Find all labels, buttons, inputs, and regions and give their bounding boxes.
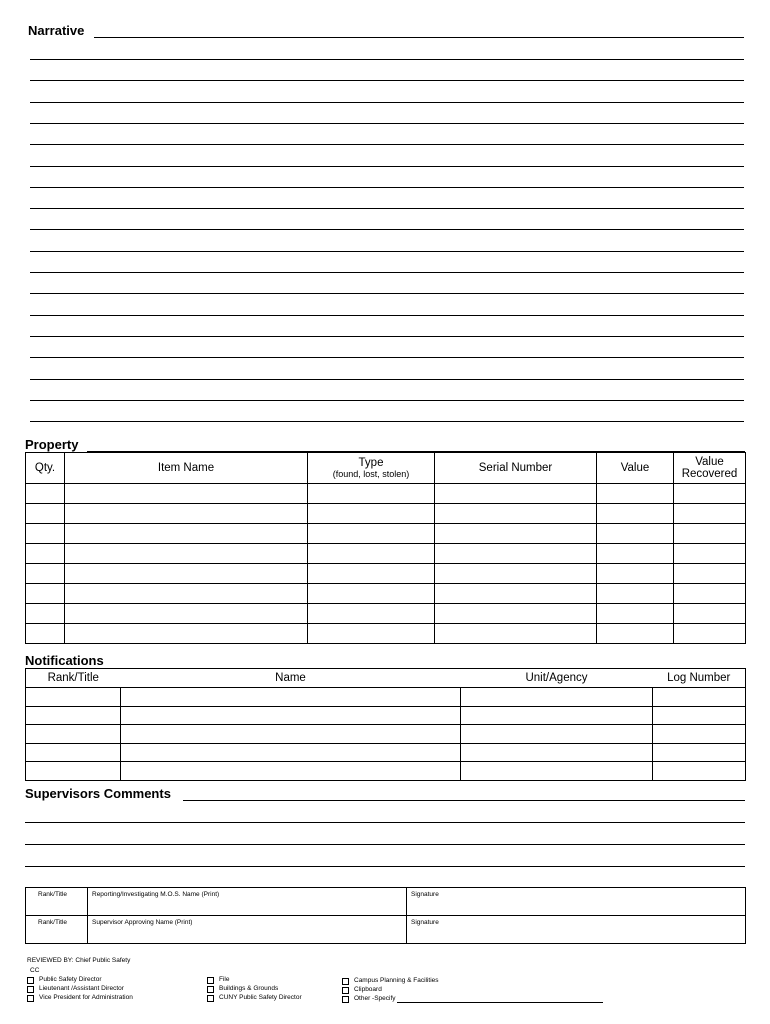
notification-cell[interactable] [26,743,121,762]
property-cell[interactable] [597,484,674,504]
property-cell[interactable] [597,504,674,524]
notification-row [26,762,746,781]
property-cell[interactable] [65,544,308,564]
property-header-serial: Serial Number [435,453,597,484]
notifications-header-row [26,669,746,688]
property-cell[interactable] [674,524,746,544]
property-row [26,524,746,544]
cc-clipboard[interactable] [342,986,382,994]
property-cell[interactable] [65,584,308,604]
sig-rank-title-cell[interactable]: Rank/Title [26,888,88,916]
cc-option-label: File [219,976,230,983]
property-cell[interactable] [674,624,746,644]
narrative-line[interactable] [30,357,744,358]
supervisors-comments-heading: Supervisors Comments [25,786,171,801]
property-cell[interactable] [65,504,308,524]
cc-vice-president-administration[interactable] [27,994,133,1002]
notification-row [26,725,746,744]
property-cell[interactable] [435,484,597,504]
checkbox-icon[interactable] [207,977,214,984]
property-cell[interactable] [597,584,674,604]
notifications-header-log: Log Number [653,669,746,688]
property-cell[interactable] [597,604,674,624]
property-cell[interactable] [308,564,435,584]
notification-row [26,743,746,762]
property-cell[interactable] [435,624,597,644]
property-cell[interactable] [674,604,746,624]
property-cell[interactable] [26,604,65,624]
narrative-line[interactable] [30,166,744,167]
property-cell[interactable] [308,544,435,564]
property-cell[interactable] [308,624,435,644]
narrative-line[interactable] [30,102,744,103]
cc-option-label: CUNY Public Safety Director [219,994,302,1001]
property-row [26,584,746,604]
narrative-line[interactable] [30,315,744,316]
property-cell[interactable] [308,524,435,544]
cc-file[interactable] [207,976,229,984]
signature-row-reporting [26,888,746,916]
property-cell[interactable] [674,484,746,504]
property-cell[interactable] [65,604,308,624]
property-cell[interactable] [674,564,746,584]
property-cell[interactable] [65,564,308,584]
supervisors-comments-line[interactable] [25,866,745,867]
checkbox-icon[interactable] [342,987,349,994]
property-cell[interactable] [26,584,65,604]
notification-cell[interactable] [461,725,653,744]
property-header-item-name: Item Name [65,453,308,484]
notification-cell[interactable] [461,688,653,707]
notification-cell[interactable] [121,688,461,707]
notification-cell[interactable] [26,725,121,744]
cc-other-specify[interactable] [342,995,603,1003]
property-cell[interactable] [435,504,597,524]
property-row [26,544,746,564]
notifications-header-rank: Rank/Title [26,669,121,688]
property-header-type-sub: (found, lost, stolen) [332,468,410,479]
property-cell[interactable] [26,524,65,544]
notification-row [26,706,746,725]
cc-option-label: Other -Specify [354,995,396,1002]
property-header-value-recovered-line2: Recovered [681,468,738,480]
reporting-signature-cell[interactable]: Signature [407,888,746,916]
cc-label: CC [30,967,40,974]
narrative-line[interactable] [30,144,744,145]
property-cell[interactable] [26,504,65,524]
narrative-line[interactable] [30,80,744,81]
cc-buildings-grounds[interactable] [207,985,278,993]
notification-cell[interactable] [26,706,121,725]
narrative-line[interactable] [30,59,744,60]
notification-cell[interactable] [653,688,746,707]
cc-option-label: Buildings & Grounds [219,985,279,992]
property-cell[interactable] [435,544,597,564]
notification-cell[interactable] [653,762,746,781]
property-cell[interactable] [674,544,746,564]
narrative-line[interactable] [30,208,744,209]
notifications-heading: Notifications [25,653,104,668]
narrative-line[interactable] [30,336,744,337]
supervisors-comments-line[interactable] [25,844,745,845]
cc-public-safety-director[interactable] [27,976,102,984]
supervisor-signature-cell[interactable]: Signature [407,916,746,944]
notifications-header-name: Name [121,669,461,688]
property-cell[interactable] [26,564,65,584]
property-header-value: Value [597,453,674,484]
property-row [26,564,746,584]
checkbox-icon[interactable] [207,995,214,1002]
reporting-mos-name-cell[interactable]: Reporting/Investigating M.O.S. Name (Print) [88,888,407,916]
cc-option-label: Public Safety Director [39,976,102,983]
property-header-value-recovered [674,453,746,484]
property-cell[interactable] [674,504,746,524]
property-cell[interactable] [65,524,308,544]
notification-cell[interactable] [653,743,746,762]
signature-row-supervisor [26,916,746,944]
property-row [26,624,746,644]
narrative-heading-rule [94,37,744,38]
property-row [26,484,746,504]
notification-cell[interactable] [461,743,653,762]
property-cell[interactable] [597,564,674,584]
notification-cell[interactable] [653,725,746,744]
narrative-line[interactable] [30,293,744,294]
cc-lieutenant-assistant-director[interactable] [27,985,124,993]
narrative-line[interactable] [30,229,744,230]
supervisor-name-cell[interactable]: Supervisor Approving Name (Print) [88,916,407,944]
property-cell[interactable] [308,484,435,504]
cc-option-label: Clipboard [354,986,382,993]
property-table [25,452,746,644]
notification-cell[interactable] [461,762,653,781]
narrative-line[interactable] [30,187,744,188]
property-cell[interactable] [597,624,674,644]
notification-cell[interactable] [121,706,461,725]
property-cell[interactable] [597,524,674,544]
property-cell[interactable] [674,584,746,604]
checkbox-icon[interactable] [342,996,349,1003]
property-cell[interactable] [26,624,65,644]
property-header-value-recovered-line1: Value [695,456,724,468]
checkbox-icon[interactable] [27,995,34,1002]
narrative-line[interactable] [30,379,744,380]
property-row [26,604,746,624]
narrative-line[interactable] [30,123,744,124]
notification-cell[interactable] [461,706,653,725]
property-cell[interactable] [435,584,597,604]
property-cell[interactable] [308,604,435,624]
checkbox-icon[interactable] [27,986,34,993]
narrative-heading: Narrative [28,23,85,38]
supervisors-comments-line[interactable] [25,822,745,823]
property-cell[interactable] [308,504,435,524]
notification-cell[interactable] [653,706,746,725]
property-heading: Property [25,437,79,452]
notification-row [26,688,746,707]
narrative-line[interactable] [30,400,744,401]
notifications-table [25,668,746,781]
other-specify-line[interactable] [397,1002,603,1003]
narrative-line[interactable] [30,272,744,273]
narrative-line[interactable] [30,251,744,252]
cc-cuny-public-safety-director[interactable] [207,994,302,1002]
property-cell[interactable] [597,544,674,564]
cc-option-label: Vice President for Administration [39,994,133,1001]
notification-cell[interactable] [26,762,121,781]
checkbox-icon[interactable] [27,977,34,984]
sig-rank-title-cell[interactable]: Rank/Title [26,916,88,944]
property-cell[interactable] [435,564,597,584]
narrative-line[interactable] [30,421,744,422]
property-header-qty: Qty. [26,453,65,484]
property-cell[interactable] [435,604,597,624]
cc-option-label: Lieutenant /Assistant Director [39,985,124,992]
notification-cell[interactable] [121,743,461,762]
signature-table [25,887,746,944]
property-header-type [308,453,435,484]
notification-cell[interactable] [121,762,461,781]
property-cell[interactable] [435,524,597,544]
property-header-type-label: Type [358,456,384,469]
property-row [26,504,746,524]
property-cell[interactable] [308,584,435,604]
supervisors-heading-rule [183,800,745,801]
property-cell[interactable] [26,544,65,564]
notifications-header-unit: Unit/Agency [461,669,653,688]
notification-cell[interactable] [121,725,461,744]
reviewed-by-label: REVIEWED BY: Chief Public Safety [27,957,131,964]
property-cell[interactable] [65,484,308,504]
property-cell[interactable] [26,484,65,504]
property-cell[interactable] [65,624,308,644]
notification-cell[interactable] [26,688,121,707]
checkbox-icon[interactable] [342,978,349,985]
cc-campus-planning-facilities[interactable] [342,977,439,985]
property-header-row [26,453,746,484]
cc-option-label: Campus Planning & Facilities [354,977,439,984]
checkbox-icon[interactable] [207,986,214,993]
